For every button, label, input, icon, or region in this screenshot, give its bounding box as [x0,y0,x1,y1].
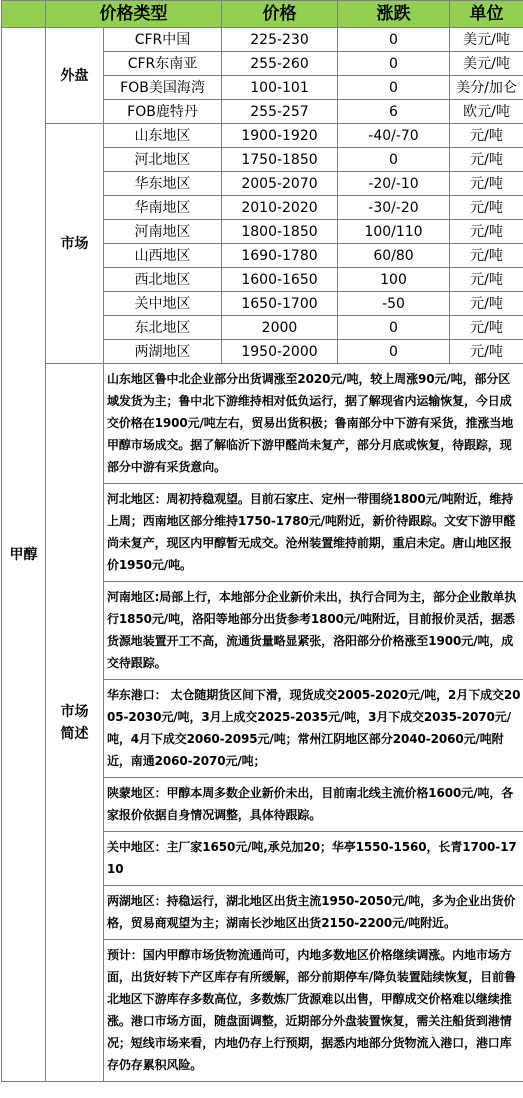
external-group-label: 外盘 [46,28,104,124]
market-unit: 元/吨 [450,292,523,316]
market-region: 华南地区 [104,196,222,220]
summary-note: 陕蒙地区：甲醇本周多数企业新价未出，目前南北线主流价格1600元/吨，各家报价依据自身情况调整，具体待跟踪。 [104,778,523,832]
external-price: 100-101 [222,76,338,100]
external-price: 255-257 [222,100,338,124]
external-region: FOB鹿特丹 [104,100,222,124]
summary-row [2,364,523,1082]
header-row [2,1,523,28]
market-region: 山西地区 [104,244,222,268]
market-region: 河南地区 [104,220,222,244]
market-price: 1900-1920 [222,124,338,148]
summary-note: 河南地区:局部上行，本地部分企业新价未出，执行合同为主，部分企业散单执行1850元/吨，洛阳等地部分出货参考1800元/吨附近，目前报价灵活，据悉货源地装置开工不高，流通货量略显紧张，洛阳部分价格涨至1900元/吨，成交待跟踪。 [104,582,523,680]
summary-note: 河北地区：周初持稳观望。目前石家庄、定州一带围绕1800元/吨附近，维持上周；西南地区部分维持1750-1780元/吨附近，新价待跟踪。文安下游甲醛尚未复产，现区内甲醇暂无成交。沧州装置维持前期，重启未定。唐山地区报价1950元/吨。 [104,484,523,582]
market-change: 0 [338,316,450,340]
market-row [2,124,523,148]
external-region: CFR中国 [104,28,222,52]
market-price: 1600-1650 [222,268,338,292]
market-change: 100/110 [338,220,450,244]
external-row [2,28,523,52]
market-unit: 元/吨 [450,340,523,364]
market-region: 山东地区 [104,124,222,148]
market-change: -20/-10 [338,172,450,196]
market-price: 1950-2000 [222,340,338,364]
market-change: 100 [338,268,450,292]
external-change: 0 [338,76,450,100]
market-price: 1750-1850 [222,148,338,172]
summary-note: 华东港口： 太仓随期货区间下滑，现货成交2005-2020元/吨，2月下成交2005-2030元/吨，3月上成交2025-2035元/吨，3月下成交2035-2070元/吨，4月下成交2060-2095元/吨；常州江阴地区部分2040-2060元/吨附近，南通2060-2070元/吨； [104,680,523,778]
market-unit: 元/吨 [450,244,523,268]
external-unit: 美元/吨 [450,52,523,76]
external-price: 225-230 [222,28,338,52]
market-region: 关中地区 [104,292,222,316]
external-change: 0 [338,28,450,52]
summary-label-line1: 市场 [60,703,89,720]
market-price: 2000 [222,316,338,340]
market-price: 1690-1780 [222,244,338,268]
market-price: 2005-2070 [222,172,338,196]
external-change: 0 [338,52,450,76]
external-unit: 美元/吨 [450,28,523,52]
summary-note: 两湖地区：持稳运行，湖北地区出货主流1950-2050元/吨，多为企业出货价格，贸易商观望为主；湖南长沙地区出货2150-2200元/吨附近。 [104,886,523,940]
market-price: 1800-1850 [222,220,338,244]
summary-note: 预计：国内甲醇市场货物流通尚可，内地多数地区价格继续调涨。内地市场方面，出货好转下产区库存有所缓解，部分前期停车/降负装置陆续恢复，目前鲁北地区下游库存多数高位，多数炼厂货源难以出售，甲醇成交价格难以继续推涨。港口市场方面，随盘面调整，近期部分外盘装置恢复，需关注船货到港情况；短线市场来看，内地仍存上行预期，据悉内地部分货物流入港口，港口库存仍存累积风险。 [107,948,516,1072]
external-change: 6 [338,100,450,124]
market-region: 两湖地区 [104,340,222,364]
external-region: FOB美国海湾 [104,76,222,100]
market-change: -50 [338,292,450,316]
market-unit: 元/吨 [450,196,523,220]
market-change: -30/-20 [338,196,450,220]
market-group-label: 市场 [46,124,104,364]
market-price: 2010-2020 [222,196,338,220]
market-unit: 元/吨 [450,124,523,148]
summary-group-label [46,364,104,1082]
market-unit: 元/吨 [450,268,523,292]
external-unit: 欧元/吨 [450,100,523,124]
market-unit: 元/吨 [450,148,523,172]
header-unit: 单位 [450,1,523,28]
external-unit: 美分/加仑 [450,76,523,100]
market-change: 60/80 [338,244,450,268]
market-change: 0 [338,148,450,172]
market-region: 华东地区 [104,172,222,196]
market-unit: 元/吨 [450,316,523,340]
header-price-type: 价格类型 [46,1,222,28]
market-unit: 元/吨 [450,172,523,196]
market-region: 东北地区 [104,316,222,340]
methanol-price-table [1,0,523,1082]
header-corner [2,1,46,28]
external-region: CFR东南亚 [104,52,222,76]
header-price: 价格 [222,1,338,28]
market-region: 河北地区 [104,148,222,172]
external-price: 255-260 [222,52,338,76]
product-label: 甲醇 [2,28,46,1082]
summary-notes [104,364,523,1082]
market-change: -40/-70 [338,124,450,148]
summary-label-line2: 简述 [60,725,89,742]
summary-note: 山东地区鲁中北企业部分出货调涨至2020元/吨，较上周涨90元/吨，部分区域发货为主；鲁中北下游维持相对低负运行，据了解现省内运输恢复，今日成交价格在1900元/吨左右，贸易出货积极；鲁南部分中下游有采货，推涨当地甲醇市场成交。据了解临沂下游甲醛尚未复产，部分月底或恢复，待跟踪，现部分中游有采货意向。 [104,364,523,484]
market-unit: 元/吨 [450,220,523,244]
market-change: 0 [338,340,450,364]
summary-note: 关中地区：主厂家1650元/吨,承兑加20；华亭1550-1560，长青1700-1710 [104,832,523,886]
market-region: 西北地区 [104,268,222,292]
market-price: 1650-1700 [222,292,338,316]
header-change: 涨跌 [338,1,450,28]
